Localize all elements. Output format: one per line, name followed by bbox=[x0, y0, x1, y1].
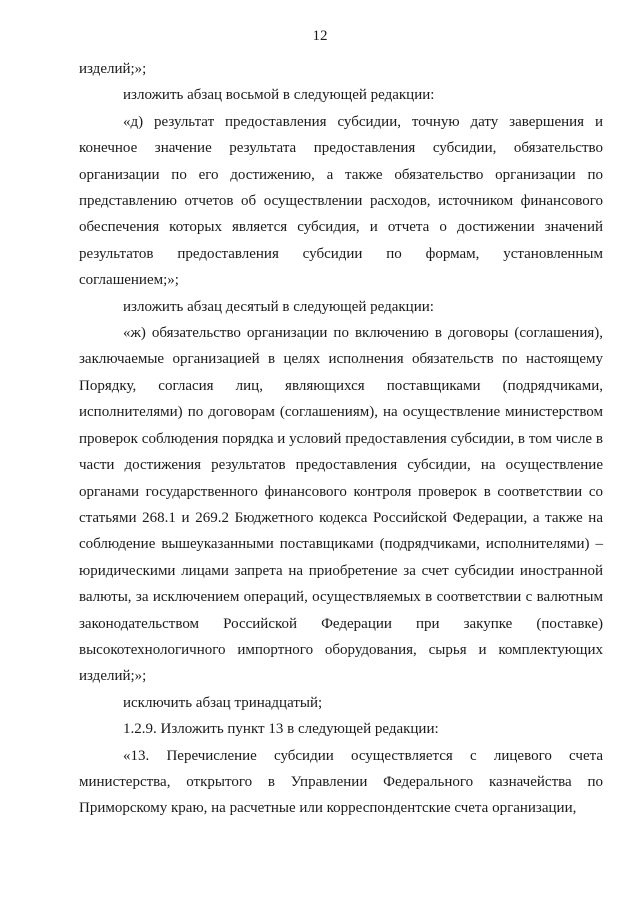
paragraph-item-13: «13. Перечисление субсидии осуществляется с лицевого счета министерства, открытого в Управлении Федерального казначейства по Приморскому краю, на расчетные или корреспондентские счета организации, bbox=[79, 747, 603, 817]
paragraph-clause-1-2-9: 1.2.9. Изложить пункт 13 в следующей редакции: bbox=[123, 721, 439, 738]
paragraph-continuation: изделий;»; bbox=[79, 61, 147, 77]
paragraph-item-zh: «ж) обязательство организации по включению в договоры (соглашения), заключаемые организацией в целях исполнения обязательств по настоящему Порядку, согласия лиц, являющихся поставщиками (подрядчиками, исполнителями) по договорам (соглашениям), на осуществление министерством проверок соблюдения порядка и условий предоставления субсидии, в том числе в части достижения результатов предоставления субсидии, на осуществление органами государственного финансового контроля проверок в соответствии со статьями 268.1 и 269.2 Бюджетного кодекса Российской Федерации, а также на соблюдение вышеуказанными поставщиками (подрядчиками, исполнителями) – юридическими лицами запрета на приобретение за счет субсидии иностранной валюты, за исключением операций, осуществляемых в соответствии с валютным законодательством Российской Федерации при закупке (поставке) высокотехнологичного импортного оборудования, сырья и комплектующих изделий;»; bbox=[79, 325, 603, 685]
paragraph-item-d: «д) результат предоставления субсидии, точную дату завершения и конечное значение результата предоставления субсидии, обязательство организации по его достижению, а также обязательство организации по представлению отчетов об осуществлении расходов, источником финансового обеспечения которых является субсидия, и отчета о достижении значений результатов предоставления субсидии по формам, установленным соглашением;»; bbox=[79, 113, 603, 289]
document-body bbox=[79, 56, 603, 822]
page-number: 12 bbox=[312, 28, 328, 44]
paragraph-instruction-13: исключить абзац тринадцатый; bbox=[123, 694, 323, 711]
paragraph-instruction-10: изложить абзац десятый в следующей редакции: bbox=[123, 298, 434, 315]
paragraph-instruction-8: изложить абзац восьмой в следующей редакции: bbox=[123, 87, 435, 104]
